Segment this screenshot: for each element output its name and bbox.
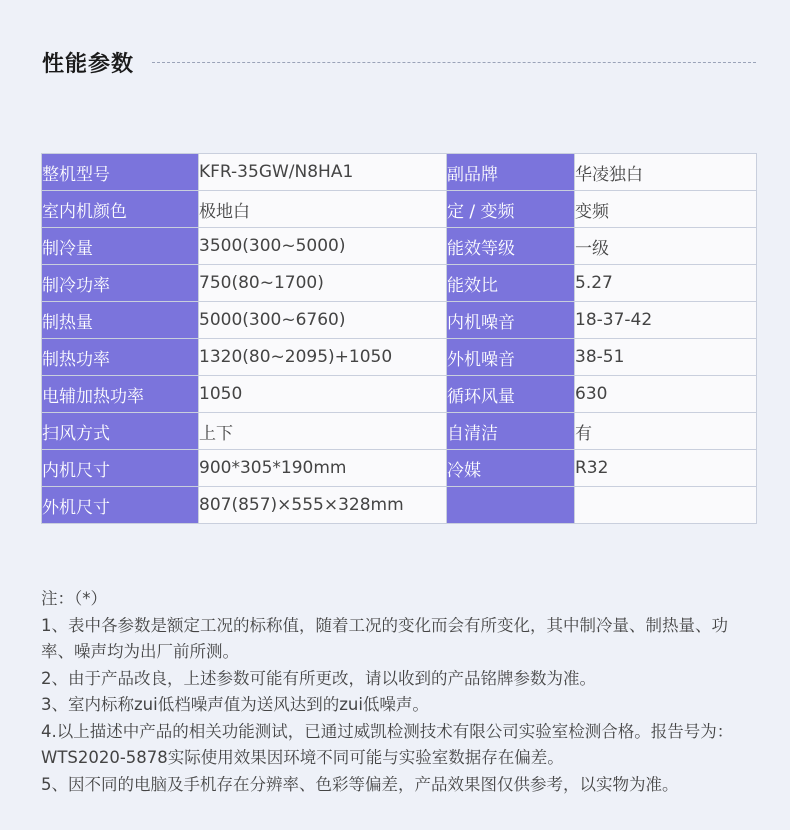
spec-value: 630: [575, 376, 757, 413]
spec-row: [42, 265, 757, 302]
spec-label: 能效比: [447, 265, 575, 302]
spec-row: [42, 376, 757, 413]
spec-value: 1050: [199, 376, 447, 413]
spec-label: [447, 487, 575, 524]
spec-row: [42, 487, 757, 524]
spec-value: 一级: [575, 228, 757, 265]
section-header: [42, 44, 756, 80]
spec-value: R32: [575, 450, 757, 487]
spec-value: 有: [575, 413, 757, 450]
spec-value: 900*305*190mm: [199, 450, 447, 487]
spec-label: 制冷量: [42, 228, 199, 265]
spec-label: 制热功率: [42, 339, 199, 376]
spec-value: 5.27: [575, 265, 757, 302]
spec-label: 扫风方式: [42, 413, 199, 450]
spec-label: 内机噪音: [447, 302, 575, 339]
spec-row: [42, 228, 757, 265]
spec-value: 750(80~1700): [199, 265, 447, 302]
spec-value: 18-37-42: [575, 302, 757, 339]
spec-value: 5000(300~6760): [199, 302, 447, 339]
spec-row: [42, 413, 757, 450]
spec-label: 能效等级: [447, 228, 575, 265]
note-line-3: 3、室内标称zui低档噪声值为送风达到的zui低噪声。: [41, 695, 429, 714]
spec-row: [42, 154, 757, 191]
note-line-1: 1、表中各参数是额定工况的标称值，随着工况的变化而会有所变化，其中制冷量、制热量、功率、噪声均为出厂前所测。: [41, 615, 728, 661]
spec-row: [42, 302, 757, 339]
notes: [41, 586, 759, 798]
spec-label: 室内机颜色: [42, 191, 199, 228]
spec-table: [41, 153, 757, 524]
spec-value: 上下: [199, 413, 447, 450]
spec-label: 电辅加热功率: [42, 376, 199, 413]
note-line-5: 5、因不同的电脑及手机存在分辨率、色彩等偏差，产品效果图仅供参考，以实物为准。: [41, 774, 679, 794]
spec-value: [575, 487, 757, 524]
spec-table-body: [42, 154, 757, 524]
section-divider: [152, 62, 756, 63]
note-line-2: 2、由于产品改良，上述参数可能有所更改，请以收到的产品铭牌参数为准。: [41, 668, 596, 688]
spec-label: 外机噪音: [447, 339, 575, 376]
notes-heading: 注：（*）: [41, 589, 107, 608]
spec-value: 华凌独白: [575, 154, 757, 191]
spec-label: 制热量: [42, 302, 199, 339]
spec-value: 极地白: [199, 191, 447, 228]
spec-label: 外机尺寸: [42, 487, 199, 524]
spec-label: 整机型号: [42, 154, 199, 191]
spec-value: 变频: [575, 191, 757, 228]
spec-row: [42, 191, 757, 228]
spec-row: [42, 339, 757, 376]
spec-value: KFR-35GW/N8HA1: [199, 154, 447, 191]
spec-row: [42, 450, 757, 487]
spec-label: 副品牌: [447, 154, 575, 191]
spec-label: 制冷功率: [42, 265, 199, 302]
spec-value: 1320(80~2095)+1050: [199, 339, 447, 376]
note-line-4: 4.以上描述中产品的相关功能测试，已通过威凯检测技术有限公司实验室检测合格。报告号为：WTS2020-5878实际使用效果因环境不同可能与实验室数据存在偏差。: [41, 721, 734, 767]
spec-label: 循环风量: [447, 376, 575, 413]
spec-label: 定 / 变频: [447, 191, 575, 228]
spec-label: 自清洁: [447, 413, 575, 450]
spec-label: 内机尺寸: [42, 450, 199, 487]
spec-label: 冷媒: [447, 450, 575, 487]
spec-value: 3500(300~5000): [199, 228, 447, 265]
spec-value: 38-51: [575, 339, 757, 376]
spec-value: 807(857)×555×328mm: [199, 487, 447, 524]
section-title: 性能参数: [42, 51, 135, 77]
